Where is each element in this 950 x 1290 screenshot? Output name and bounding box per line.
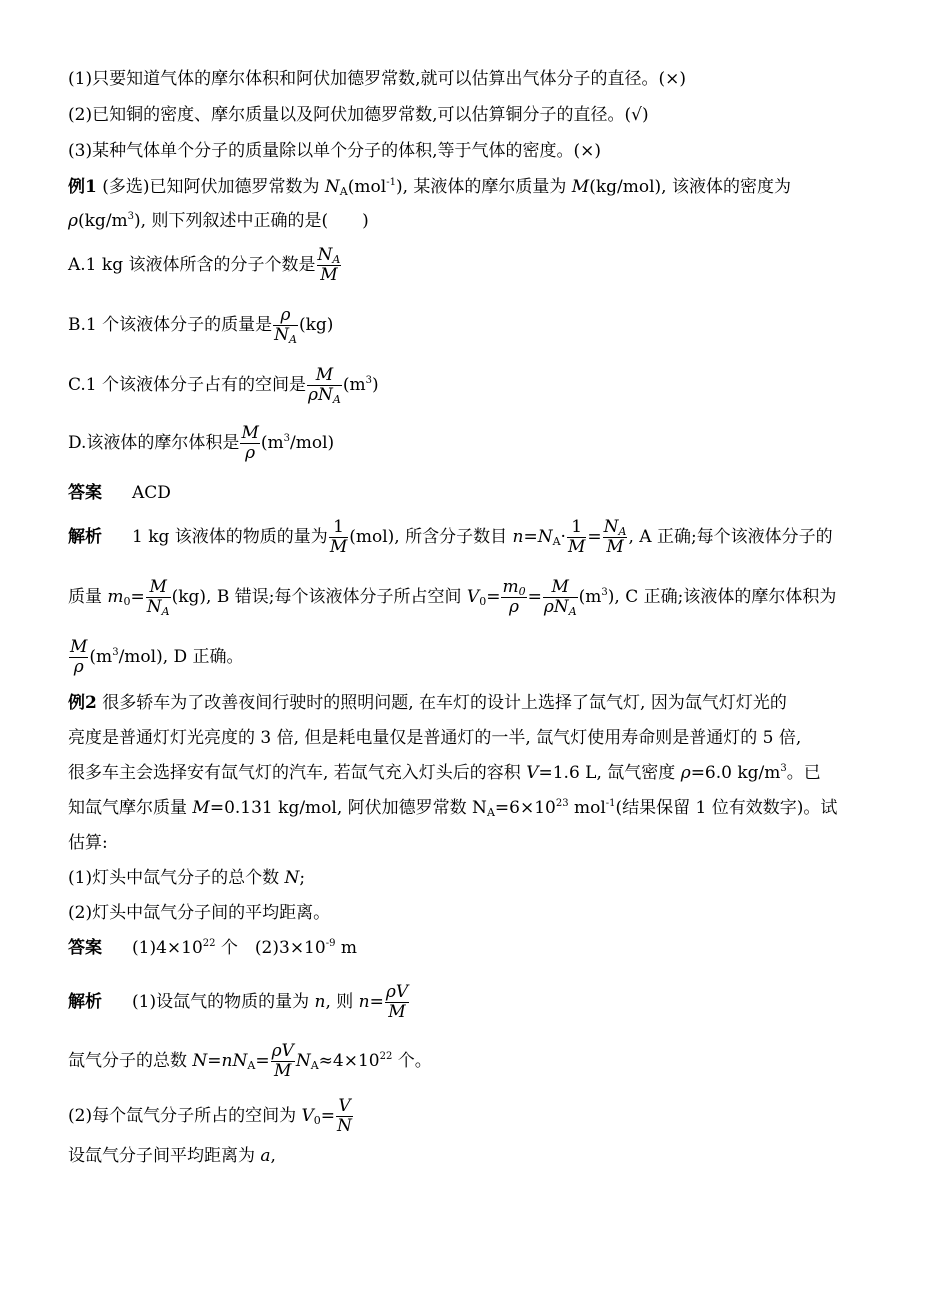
judgement-item-2: (2)已知铜的密度、摩尔质量以及阿伏加德罗常数,可以估算铜分子的直径。(√) bbox=[68, 105, 649, 125]
example1-analysis-line3: $\frac{M}{\rho}$ $(m^3/mol)$, D 正确。 bbox=[70, 637, 244, 677]
example1-answer bbox=[68, 482, 171, 504]
example2-stem-line3: 很多车主会选择安有氙气灯的汽车, 若氙气充入灯头后的容积 V=1.6 L, 氙气密度 ρ=6.0 $kg/m^3$。已 bbox=[68, 763, 821, 783]
option-b: B.1 个该液体分子的质量是 $\frac{\rho}{N_A}$ (kg) bbox=[68, 305, 334, 346]
analysis-label: 解析 bbox=[68, 992, 102, 1012]
answer-label: 答案 bbox=[68, 483, 102, 503]
example2-analysis-line3: (2)每个氙气分子所占的空间为 $V_0=$ $\frac{V}{N}$ bbox=[68, 1096, 352, 1136]
judgement-item-3: (3)某种气体单个分子的质量除以单个分子的体积,等于气体的密度。(×) bbox=[68, 141, 601, 161]
example2-stem-line2: 亮度是普通灯灯光亮度的 3 倍, 但是耗电量仅是普通灯的一半, 氙气灯使用寿命则是普通灯的 5 倍, bbox=[68, 728, 802, 748]
fraction: $\frac{M}{\rho N_A}$ bbox=[308, 365, 341, 406]
example2-stem-line4: 知氙气摩尔质量 M=0.131 kg/mol, 阿伏加德罗常数 $N_A=6\times 10^{23}$ mol$^{-1}$(结果保留 1 位有效数字)。试 bbox=[68, 798, 838, 819]
example1-label: 例1 bbox=[68, 177, 97, 197]
example2-stem-line5: 估算: bbox=[68, 833, 108, 853]
answer-value: ACD bbox=[132, 483, 171, 503]
fraction: $\frac{\rho}{N_A}$ bbox=[274, 305, 297, 346]
example1-analysis-line2: 质量 $m_0=$ $\frac{M}{N_A}$ (kg), B 错误;每个该液体分子所占空间 $V_0=$ $\frac{m_0}{\rho}$ = $\frac{M}{\rho N_A}$ $(m^3)$, C 正确;该液体的摩尔体积为 bbox=[68, 577, 837, 618]
example2-question-2: (2)灯头中氙气分子间的平均距离。 bbox=[68, 903, 331, 923]
fraction: $\frac{N_A}{M}$ bbox=[317, 245, 341, 285]
example2-label: 例2 bbox=[68, 693, 97, 713]
example1-stem-line2: $\rho(kg/m^3)$, 则下列叙述中正确的是( ) bbox=[68, 211, 369, 231]
example2-analysis-line4: 设氙气分子间平均距离为 a, bbox=[68, 1146, 276, 1166]
answer-label: 答案 bbox=[68, 938, 102, 958]
judgement-item-1: (1)只要知道气体的摩尔体积和阿伏加德罗常数,就可以估算出气体分子的直径。(×) bbox=[68, 69, 686, 89]
option-d: D.该液体的摩尔体积是 $\frac{M}{\rho}$ $(m^3/mol)$ bbox=[68, 423, 335, 463]
example2-answer: 答案 $(1)4\times 10^{22}$ 个 $(2)3\times 10^{-9}$ m bbox=[68, 938, 357, 958]
example2-analysis-line1: 解析 (1)设氙气的物质的量为 n, 则 n= $\frac{\rho V}{M}$ bbox=[68, 982, 409, 1022]
option-a: A.1 kg 该液体所含的分子个数是 $\frac{N_A}{M}$ bbox=[68, 245, 341, 285]
analysis-label: 解析 bbox=[68, 527, 102, 547]
example1-analysis-line1: 解析 1 kg 该液体的物质的量为 $\frac{1}{M}$ (mol), 所含分子数目 $n=N_A\cdot$ $\frac{1}{M}$ = $\frac{N_A}{M}$ , A 正确;每个该液体分子的 bbox=[68, 517, 833, 557]
option-c: C.1 个该液体分子占有的空间是 $\frac{M}{\rho N_A}$ $(m^3)$ bbox=[68, 365, 379, 406]
fraction: $\frac{M}{\rho}$ bbox=[241, 423, 259, 463]
example2-analysis-line2: 氙气分子的总数 $N=nN_A=$ $\frac{\rho V}{M}$ $N_A\approx 4\times 10^{22}$ 个。 bbox=[68, 1041, 432, 1081]
example2-stem-line1: 例2 很多轿车为了改善夜间行驶时的照明问题, 在车灯的设计上选择了氙气灯, 因为氙气灯灯光的 bbox=[68, 693, 787, 713]
example1-stem-line1: 例1 (多选)已知阿伏加德罗常数为 $N_A(mol^{-1})$, 某液体的摩尔质量为 M(kg/mol), 该液体的密度为 bbox=[68, 177, 791, 198]
example2-question-1: (1)灯头中氙气分子的总个数 N; bbox=[68, 868, 306, 888]
